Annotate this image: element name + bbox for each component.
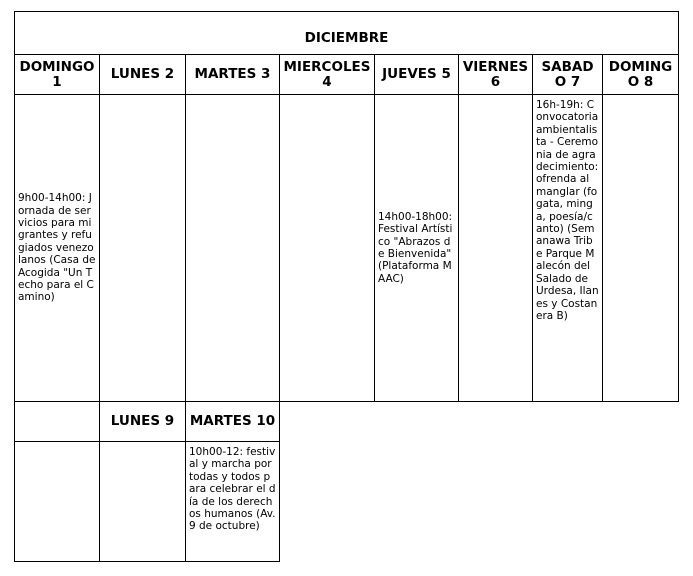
cell-viernes-6 bbox=[459, 95, 533, 402]
calendar-table bbox=[14, 11, 679, 562]
header-domingo-1: DOMINGO 1 bbox=[15, 55, 100, 95]
blank-area bbox=[280, 402, 679, 442]
cell-miercoles-4 bbox=[280, 95, 375, 402]
cell-martes-3 bbox=[186, 95, 280, 402]
header-martes-3: MARTES 3 bbox=[186, 55, 280, 95]
header-domingo-8: DOMINGO 8 bbox=[603, 55, 679, 95]
header-jueves-5: JUEVES 5 bbox=[375, 55, 459, 95]
header-week2-domingo bbox=[15, 402, 100, 442]
cell-week2-domingo bbox=[15, 442, 100, 562]
cell-lunes-9 bbox=[100, 442, 186, 562]
event-martes-10: 10h00-12: festival y marcha por todas y todos para celebrar el día de los derechos humanos (Av. 9 de octubre) bbox=[186, 442, 280, 562]
event-domingo-1: 9h00-14h00: Jornada de servicios para migrantes y refugiados venezolanos (Casa de Acogida "Un Techo para el Camino) bbox=[15, 95, 100, 402]
header-sabado-7: SABADO 7 bbox=[533, 55, 603, 95]
header-miercoles-4: MIERCOLES 4 bbox=[280, 55, 375, 95]
header-lunes-9: LUNES 9 bbox=[100, 402, 186, 442]
cell-lunes-2 bbox=[100, 95, 186, 402]
cell-domingo-8 bbox=[603, 95, 679, 402]
header-viernes-6: VIERNES 6 bbox=[459, 55, 533, 95]
event-sabado-7: 16h-19h: Convocatoria ambientalista - Ceremonia de agradecimiento: ofrenda al manglar (fogata, minga, poesía/canto) (Semanawa Tribe Parque Malecón del Salado de Urdesa, Ilanes y Costanera B) bbox=[533, 95, 603, 402]
event-jueves-5: 14h00-18h00: Festival Artístico "Abrazos de Bienvenida" (Plataforma MAAC) bbox=[375, 95, 459, 402]
header-martes-10: MARTES 10 bbox=[186, 402, 280, 442]
blank-area-2 bbox=[280, 442, 679, 562]
month-title: DICIEMBRE bbox=[15, 12, 679, 55]
header-lunes-2: LUNES 2 bbox=[100, 55, 186, 95]
